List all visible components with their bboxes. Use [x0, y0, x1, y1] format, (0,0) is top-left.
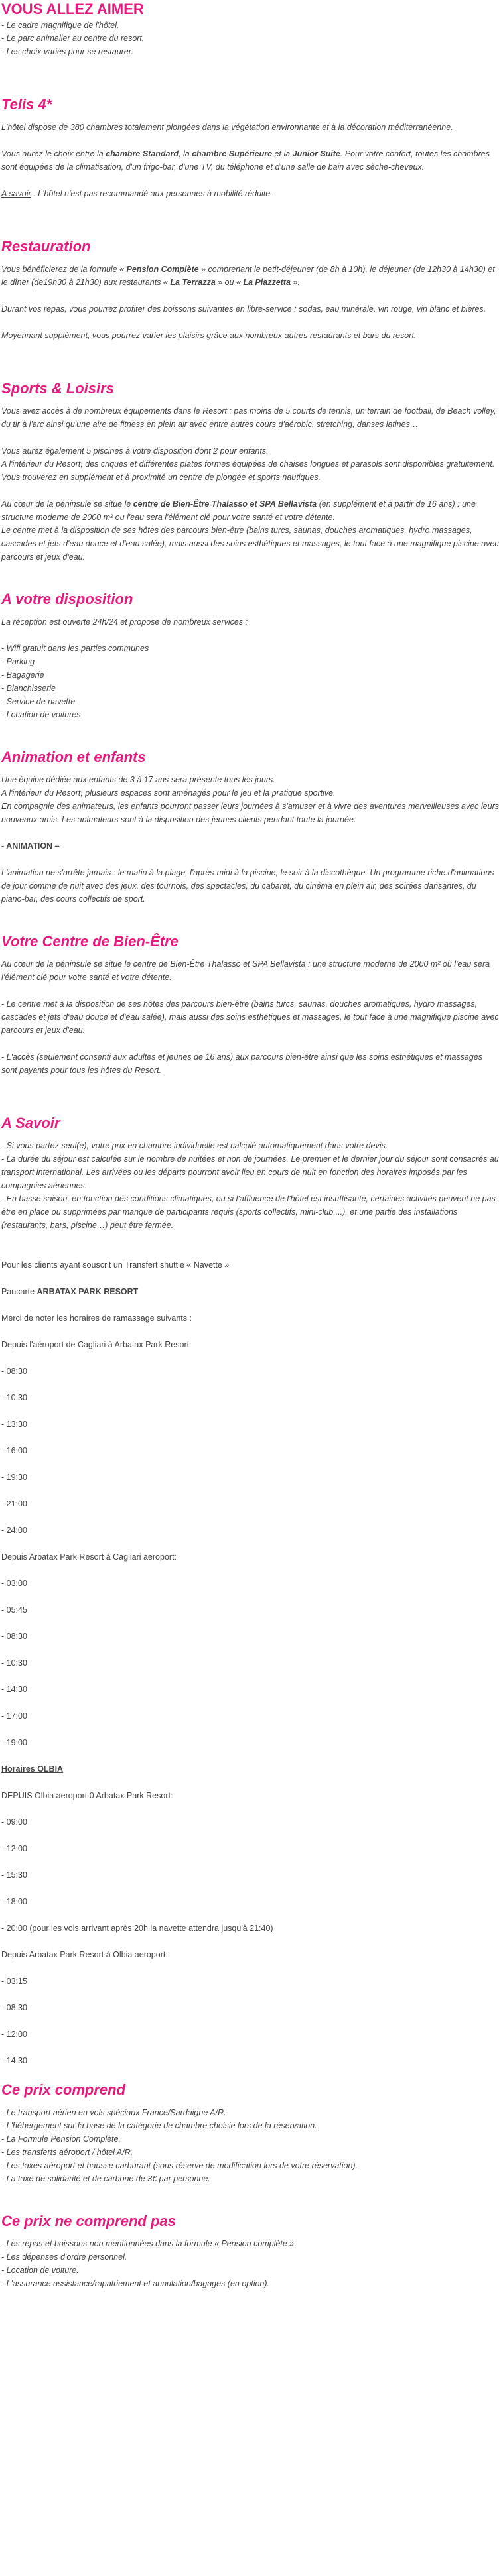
spa-intro: Au cœur de la péninsule se situe le centre de Bien-Être Thalasso et SPA Bellavista (en supplément et à partir de 16 ans) : une structure moderne de 2000 m² ou l'eau sera l'élément clé pour votre santé et votre détente. — [1, 499, 476, 522]
section-title-info: A Savoir — [1, 1115, 60, 1131]
list-item: - Wifi gratuit dans les parties communes — [1, 644, 149, 653]
time-item: - 13:30 — [1, 1420, 27, 1429]
extras-paragraph: Moyennant supplément, vous pourrez varier les plaisirs grâce aux nombreux autres restaurants et bars du resort. — [1, 331, 417, 340]
list-item: - Les transferts aéroport / hôtel A/R. — [1, 2148, 133, 2157]
time-item: - 10:30 — [1, 1658, 27, 1668]
shuttle-schedule — [1, 1258, 499, 2067]
list-item: - Location de voiture. — [1, 2266, 79, 2275]
list-item: - Bagagerie — [1, 670, 44, 680]
time-item: - 19:00 — [1, 1738, 27, 1747]
time-item: - 14:30 — [1, 2056, 27, 2065]
cagliari-from-heading: Depuis Arbatax Park Resort à Cagliari aeroport: — [1, 1552, 177, 1562]
spa-paragraph-3: - L'accès (seulement consenti aux adultes et jeunes de 16 ans) aux parcours bien-être ainsi que les soins esthétiques et massages sont payants pour tous les hôtes du Resort. — [1, 1052, 483, 1075]
time-item: - 05:45 — [1, 1605, 27, 1615]
section-title-included: Ce prix comprend — [1, 2081, 126, 2098]
time-item: - 16:00 — [1, 1446, 27, 1455]
list-item: - Service de navette — [1, 697, 76, 706]
excluded-list — [1, 2237, 499, 2290]
list-item: - Les taxes aéroport et hausse carburant (sous réserve de modification lors de votre réservation). — [1, 2161, 358, 2170]
section-title-animation: Animation et enfants — [1, 749, 146, 765]
spa-details: Le centre met à la disposition de ses hôtes des parcours bien-être (bains turcs, saunas, douches aromatiques, hydro massages, cascades et jets d'eau douce et d'eau salée), mais aussi des soins esthétiques et massages, le tout face à une magnifique piscine avec parcours et jeux d'eau. — [1, 526, 499, 562]
info-item: - En basse saison, en fonction des conditions climatiques, ou si l'affluence de l'hôtel est insuffisante, certaines activités peuvent ne pas être en place ou supprimées par manque de participants requis (sports collectifs, mini-club,...), et une partie des installations (restaurants, bars, piscine…) peut être fermée. — [1, 1194, 496, 1230]
section-title-why: VOUS ALLEZ AIMER — [1, 1, 144, 17]
list-item: - La Formule Pension Complète. — [1, 2134, 121, 2144]
section-title-food: Restauration — [1, 238, 91, 255]
time-item: - 03:00 — [1, 1579, 27, 1588]
time-item: - 17:00 — [1, 1711, 27, 1721]
time-item: - 14:30 — [1, 1685, 27, 1694]
kids-line-3: En compagnie des animateurs, les enfants pourront passer leurs journées à s'amuser et à vivre des aventures merveilleuses avec leurs nouveaux amis. Les animateurs sont à la disposition des jeunes clients pendant toute la journée. — [1, 802, 499, 824]
list-item: - Le cadre magnifique de l'hôtel. — [1, 21, 119, 30]
kids-line-2: A l'intérieur du Resort, plusieurs espaces sont aménagés pour le jeu et la pratique sportive. — [1, 788, 336, 798]
time-item: - 08:30 — [1, 2003, 27, 2012]
time-item: - 08:30 — [1, 1632, 27, 1641]
time-item: - 03:15 — [1, 1977, 27, 1986]
info-item: - Si vous partez seul(e), votre prix en chambre individuelle est calculé automatiquement dans votre devis. — [1, 1141, 388, 1150]
time-item: - 24:00 — [1, 1526, 27, 1535]
list-item: - Location de voitures — [1, 710, 81, 719]
list-item: - Le transport aérien en vols spéciaux France/Sardaigne A/R. — [1, 2108, 226, 2117]
time-item: - 12:00 — [1, 2030, 27, 2039]
time-item: - 18:00 — [1, 1897, 27, 1906]
section-title-excluded: Ce prix ne comprend pas — [1, 2213, 176, 2229]
list-item: - Les dépenses d'ordre personnel. — [1, 2252, 127, 2262]
section-title-hotel: Telis 4* — [1, 96, 52, 113]
food-paragraph: Vous bénéficierez de la formule « Pension Complète » comprenant le petit-déjeuner (de 8h à 10h), le déjeuner (de 12h30 à 14h30) et le dîner (de19h30 à 21h30) aux restaurants « La Terrazza » ou « La Piazzetta ». — [1, 265, 495, 287]
spa-paragraph-2: - Le centre met à la disposition de ses hôtes des parcours bien-être (bains turcs, saunas, douches aromatiques, hydro massages, cascades et jets d'eau douce et d'eau salée), mais aussi des soins esthétiques et massages, le tout face à une magnifique piscine avec parcours et jeux d'eau. — [1, 999, 499, 1035]
reception-line: La réception est ouverte 24h/24 et propose de nombreux services : — [1, 617, 248, 627]
rooms-paragraph: Vous aurez le choix entre la chambre Standard, la chambre Supérieure et la Junior Suite. Pour votre confort, toutes les chambres sont équipées de la climatisation, d'un frigo-bar, d'une TV, du téléphone et d'une salle de bain avec sèche-cheveux. — [1, 149, 490, 172]
info-item: - La durée du séjour est calculée sur le nombre de nuitées et non de journées. Le premier et le dernier jour du séjour sont consacrés au transport international. Les arrivées ou les départs pourront avoir lieu en cours de nuit en fonction des horaires imposés par les compagnies aériennes. — [1, 1154, 499, 1190]
kids-line-1: Une équipe dédiée aux enfants de 3 à 17 ans sera présente tous les jours. — [1, 775, 275, 784]
time-item: - 10:30 — [1, 1393, 27, 1402]
drinks-paragraph: Durant vos repas, vous pourrez profiter des boissons suivantes en libre-service : sodas, eau minérale, vin rouge, vin blanc et bières. — [1, 304, 486, 314]
coves-line: A l'intérieur du Resort, des criques et différentes plates formes équipées de chaises longues et parasols sont disponibles gratuitement. — [1, 460, 495, 469]
time-item: - 19:30 — [1, 1473, 27, 1482]
diving-line: Vous trouverez en supplément et à proximité un centre de plongée et sports nautiques. — [1, 473, 321, 482]
list-item: - Blanchisserie — [1, 684, 56, 693]
time-item: - 20:00 (pour les vols arrivant après 20h la navette attendra jusqu'à 21:40) — [1, 1924, 273, 1933]
list-item: - L'hébergement sur la base de la catégorie de chambre choisie lors de la réservation. — [1, 2121, 317, 2130]
pickup-note: Merci de noter les horaires de ramassage suivants : — [1, 1314, 192, 1323]
olbia-from-heading: Depuis Arbatax Park Resort à Olbia aeroport: — [1, 1950, 168, 1959]
sign-line: Pancarte ARBATAX PARK RESORT — [1, 1287, 139, 1296]
section-title-spa: Votre Centre de Bien-Être — [1, 933, 179, 950]
list-item: - Les repas et boissons non mentionnées dans la formule « Pension complète ». — [1, 2239, 297, 2248]
list-item: - La taxe de solidarité et de carbone de 3€ par personne. — [1, 2174, 210, 2183]
shuttle-line: Pour les clients ayant souscrit un Transfert shuttle « Navette » — [1, 1260, 230, 1270]
list-item: - Les choix variés pour se restaurer. — [1, 47, 133, 56]
pools-line: Vous aurez également 5 piscines à votre disposition dont 2 pour enfants. — [1, 446, 269, 456]
time-item: - 15:30 — [1, 1871, 27, 1880]
section-title-sports: Sports & Loisirs — [1, 380, 114, 397]
sports-paragraph: Vous avez accès à de nombreux équipements dans le Resort : pas moins de 5 courts de tennis, un terrain de football, de Beach volley, du tir à l'arc ainsi qu'une aire de fitness en plein air avec entre autres cours d'aérobic, stretching, danses latines… — [1, 406, 496, 429]
list-item: - L'assurance assistance/rapatriement et annulation/bagages (en option). — [1, 2279, 270, 2288]
time-item: - 12:00 — [1, 1844, 27, 1853]
animation-paragraph: L'animation ne s'arrête jamais : le matin à la plage, l'après-midi à la piscine, le soir à la discothèque. Un programme riche d'animations de jour comme de nuit avec des jeux, des tournois, des spectacles, du cabaret, du cinéma en plein air, des soirées dansantes, du piano-bar, des cours collectifs de sport. — [1, 868, 494, 904]
included-list — [1, 2106, 499, 2185]
cagliari-to-heading: Depuis l'aéroport de Cagliari à Arbatax Park Resort: — [1, 1340, 192, 1349]
olbia-to-heading: DEPUIS Olbia aeroport 0 Arbatax Park Resort: — [1, 1791, 173, 1800]
olbia-heading: Horaires OLBIA — [1, 1764, 64, 1774]
animation-heading: - ANIMATION – — [1, 841, 60, 851]
list-item: - Parking — [1, 657, 35, 666]
why-list — [1, 19, 499, 58]
time-item: - 21:00 — [1, 1499, 27, 1508]
spa-paragraph-1: Au cœur de la péninsule se situe le centre de Bien-Être Thalasso et SPA Bellavista : une structure moderne de 2000 m² où l'eau sera l'élément clé pour votre santé et votre détente. — [1, 959, 490, 982]
services-list — [1, 642, 499, 721]
section-title-services: A votre disposition — [1, 591, 133, 607]
time-item: - 09:00 — [1, 1817, 27, 1827]
hotel-paragraph: L'hôtel dispose de 380 chambres totalement plongées dans la végétation environnante et à la décoration méditerranéenne. — [1, 123, 453, 132]
mobility-note: A savoir : L'hôtel n'est pas recommandé aux personnes à mobilité réduite. — [1, 189, 273, 198]
list-item: - Le parc animalier au centre du resort. — [1, 34, 145, 43]
time-item: - 08:30 — [1, 1367, 27, 1376]
